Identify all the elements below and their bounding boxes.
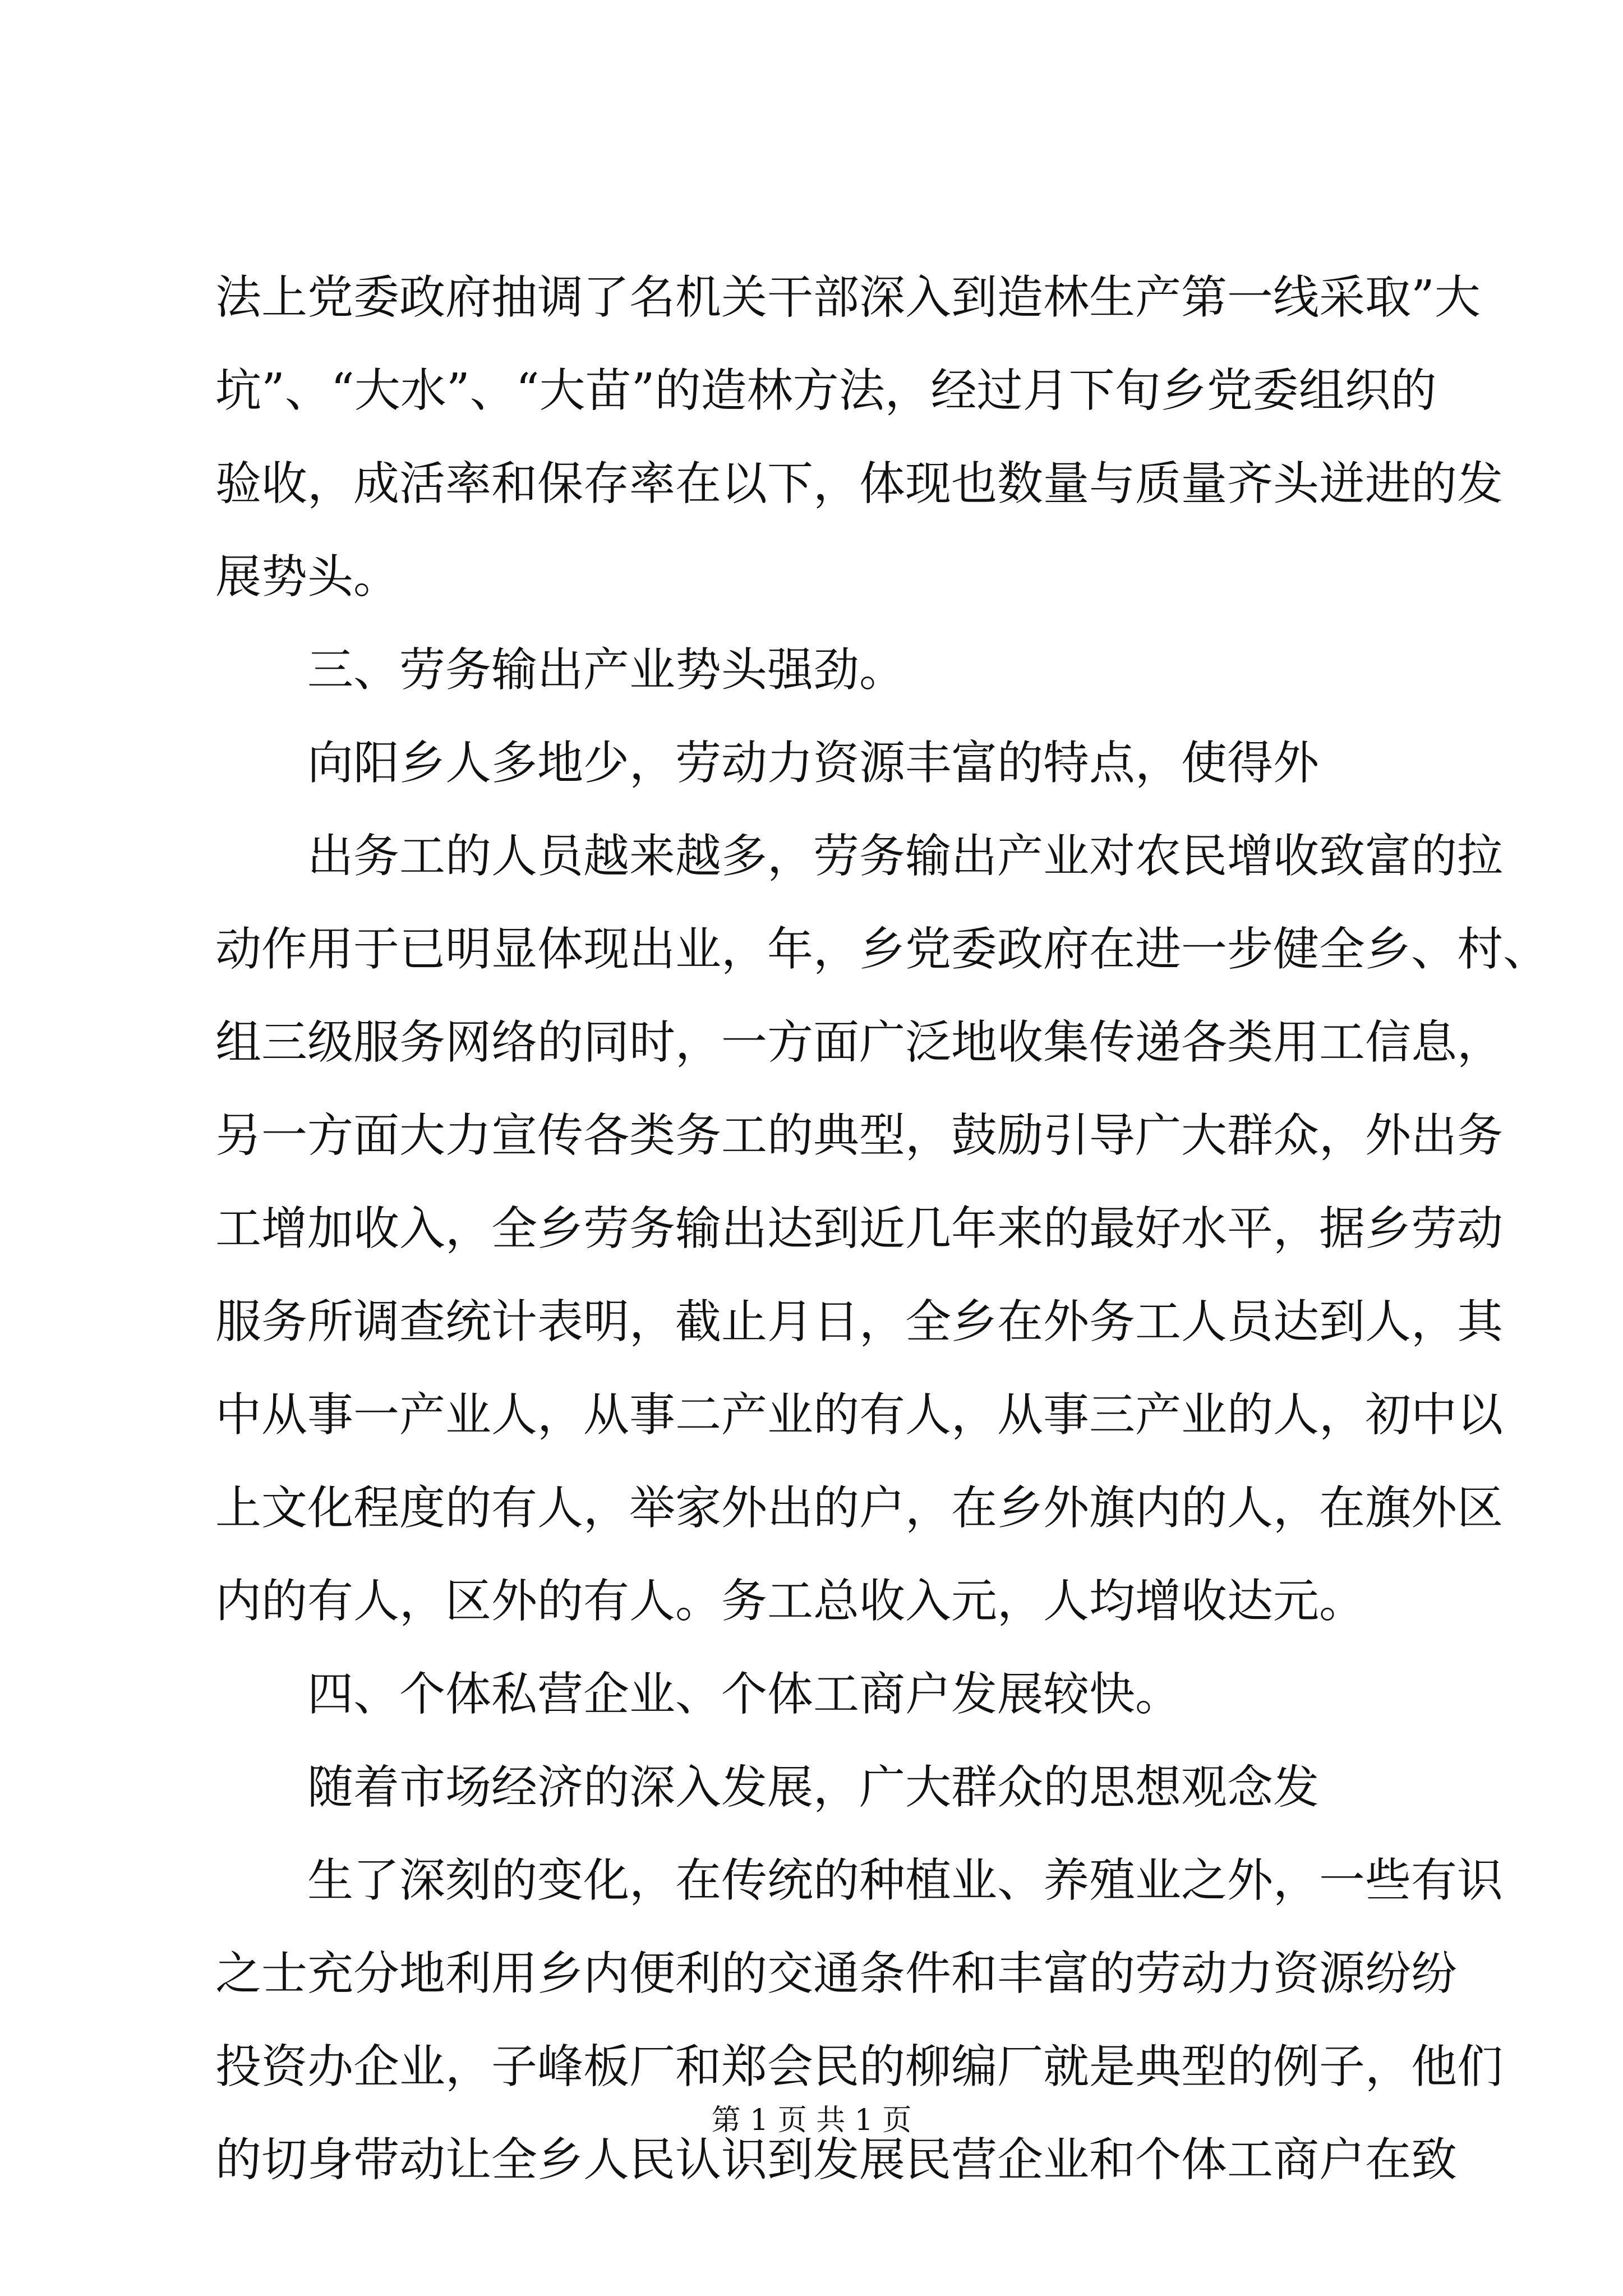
text-line: 动作用于已明显体现出业，年，乡党委政府在进一步健全乡、村、 [215,923,1550,976]
text-line: 展势头。 [215,550,400,604]
text-line: 服务所调查统计表明，截止月日，全乡在外务工人员达到人，其 [215,1295,1504,1349]
body-text [215,251,1550,2207]
text-line: 出务工的人员越来越多，劳务输出产业对农民增收致富的拉 [307,830,1504,883]
text-line: 另一方面大力宣传各类务工的典型，鼓励引导广大群众，外出务 [215,1109,1504,1162]
text-line: 生了深刻的变化，在传统的种植业、养殖业之外，一些有识 [307,1854,1504,1907]
text-line: 中从事一产业人，从事二产业的有人，从事三产业的人，初中以 [215,1388,1504,1442]
text-line: 坑”、“大水”、“大苗”的造林方法，经过月下旬乡党委组织的 [215,364,1437,417]
text-line: 验收，成活率和保存率在以下，体现也数量与质量齐头迸进的发 [215,457,1504,510]
text-line: 向阳乡人多地少，劳动力资源丰富的特点，使得外 [307,737,1320,790]
text-line: 法上党委政府抽调了名机关干部深入到造林生产第一线采取”大 [215,271,1481,324]
text-line: 的切身带动让全乡人民认识到发展民营企业和个体工商户在致 [215,2133,1458,2187]
text-line: 工增加收入，全乡劳务输出达到近几年来的最好水平，据乡劳动 [215,1202,1504,1255]
text-line: 组三级服务网络的同时，一方面广泛地收集传递各类用工信息， [215,1016,1504,1069]
text-line: 上文化程度的有人，举家外出的户，在乡外旗内的人，在旗外区 [215,1481,1504,1535]
text-line: 随着市场经济的深入发展，广大群众的思想观念发 [307,1761,1320,1814]
page-number-footer: 第 1 页 共 1 页 [711,2104,912,2137]
text-line: 之士充分地利用乡内便利的交通条件和丰富的劳动力资源纷纷 [215,1947,1458,2000]
section-heading: 三、劳务输出产业势头强劲。 [307,643,906,697]
text-line: 内的有人，区外的有人。务工总收入元，人均增收达元。 [215,1575,1366,1628]
section-heading: 四、个体私营企业、个体工商户发展较快。 [307,1668,1182,1721]
text-line: 投资办企业，子峰板厂和郑会民的柳编厂就是典型的例子，他们 [215,2040,1504,2093]
